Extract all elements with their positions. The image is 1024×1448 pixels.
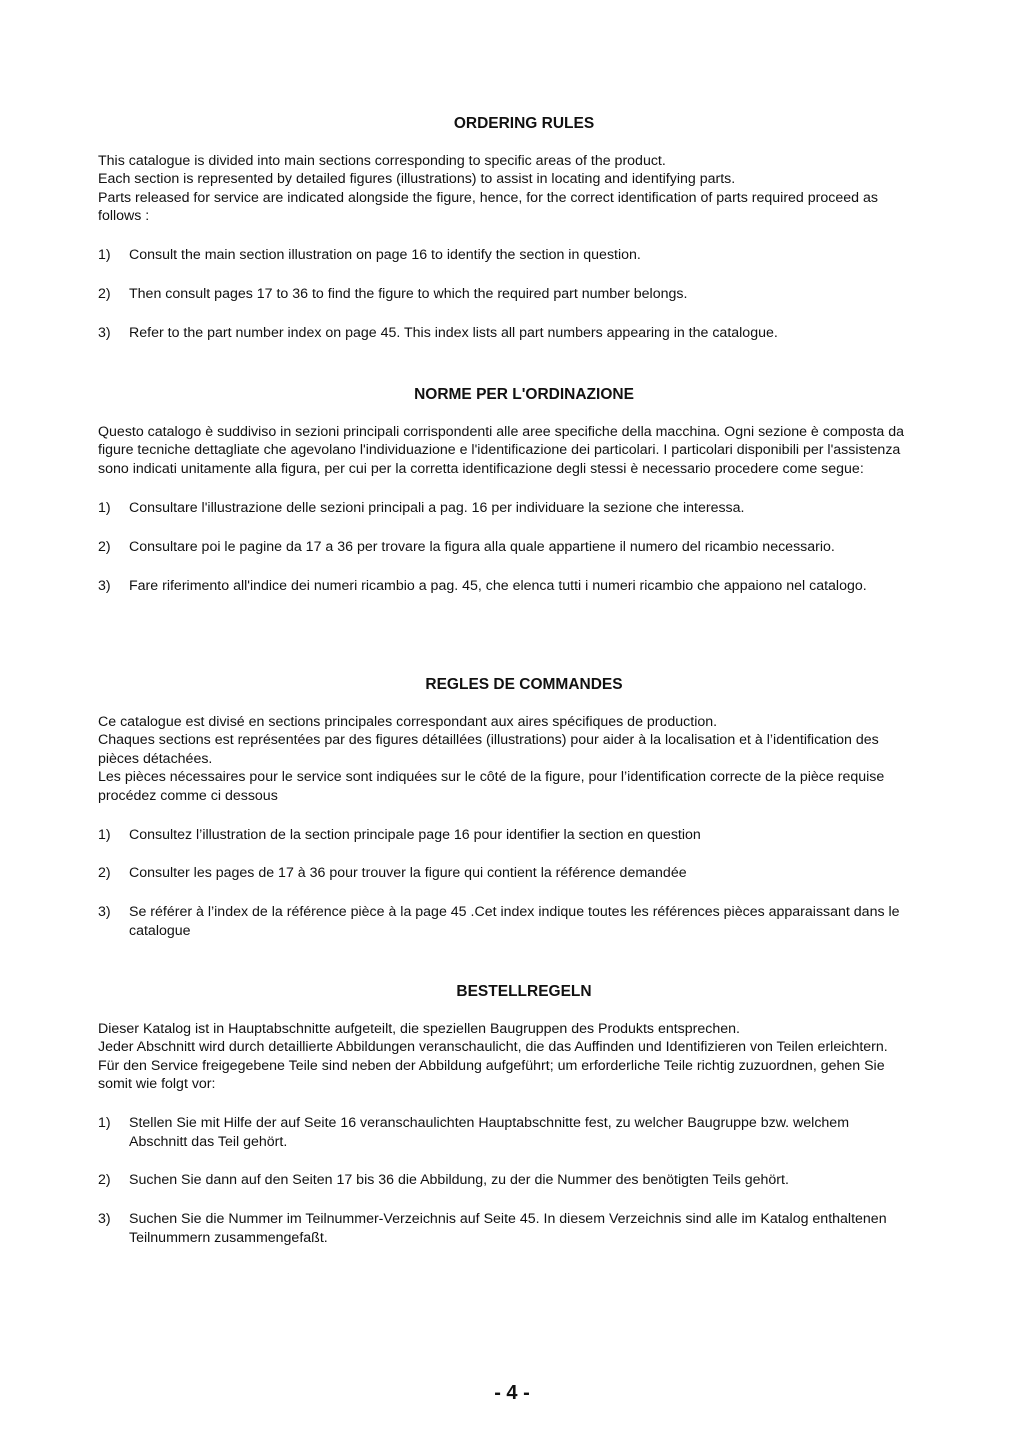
step-text: Suchen Sie die Nummer im Teilnummer-Verzeichnis auf Seite 45. In diesem Verzeichnis sind alle im Katalog enthaltenen Teilnummern zusammengefaßt. — [129, 1211, 887, 1246]
step-item — [98, 285, 910, 303]
step-number: 2) — [98, 1172, 111, 1189]
step-list — [98, 826, 910, 941]
section-heading: REGLES DE COMMANDES — [425, 676, 623, 693]
step-text: Suchen Sie dann auf den Seiten 17 bis 36 die Abbildung, zu der die Nummer des benötigten Teils gehört. — [129, 1172, 789, 1189]
step-text: Fare riferimento all'indice dei numeri ricambio a pag. 45, che elenca tutti i numeri ricambio che appaiono nel catalogo. — [129, 577, 867, 594]
step-item — [98, 246, 910, 264]
step-number: 1) — [98, 499, 111, 516]
step-number: 3) — [98, 1211, 111, 1228]
step-number: 1) — [98, 247, 111, 264]
step-text: Consulter les pages de 17 à 36 pour trouver la figure qui contient la référence demandée — [129, 865, 687, 882]
section-intro — [98, 713, 910, 805]
intro-paragraph: Parts released for service are indicated alongside the figure, hence, for the correct identification of parts required proceed as follows : — [98, 189, 878, 225]
step-item — [98, 864, 910, 882]
intro-paragraph: Für den Service freigegebene Teile sind neben der Abbildung aufgeführt; um erforderliche Teile richtig zuzuordnen, gehen Sie somit wie folgt vor: — [98, 1057, 885, 1093]
step-text: Refer to the part number index on page 45. This index lists all part numbers appearing in the catalogue. — [129, 324, 778, 341]
section-ordering-rules — [98, 114, 910, 342]
step-number: 3) — [98, 577, 111, 594]
step-number: 3) — [98, 904, 111, 921]
intro-paragraph: Les pièces nécessaires pour le service sont indiquées sur le côté de la figure, pour l’identification correcte de la pièce requise procédez comme ci dessous — [98, 769, 885, 804]
section-norme-ordinazione — [98, 385, 910, 595]
step-item — [98, 324, 910, 342]
intro-paragraph: Dieser Katalog ist in Hauptabschnitte aufgeteilt, die speziellen Baugruppen des Produkts entsprechen. — [98, 1021, 740, 1037]
step-text: Then consult pages 17 to 36 to find the figure to which the required part number belongs. — [129, 286, 688, 303]
step-number: 2) — [98, 538, 111, 555]
intro-paragraph: Questo catalogo è suddiviso in sezioni principali corrispondenti alle aree specifiche della macchina. Ogni sezione è composta da figure tecniche dettagliate che agevolano l'individuazione e l'identificazione dei particolari. I particolari disponibili per l'assistenza sono indicati unitamente alla figura, per cui per la corretta identificazione degli stessi è necessario procedere come segue: — [98, 424, 904, 477]
step-text: Consultez l’illustration de la section principale page 16 pour identifier la section en question — [129, 826, 701, 843]
step-item — [98, 1210, 910, 1247]
page-number: - 4 - — [494, 1382, 530, 1404]
section-bestellregeln — [98, 982, 910, 1247]
intro-paragraph: Chaques sections est représentées par des figures détaillées (illustrations) pour aider à la localisation et à l’identification des pièces détachées. — [98, 732, 879, 767]
step-list — [98, 1114, 910, 1247]
step-item — [98, 903, 910, 940]
section-heading: NORME PER L'ORDINAZIONE — [414, 386, 634, 403]
step-number: 1) — [98, 1115, 111, 1132]
step-number: 1) — [98, 826, 111, 843]
section-heading: BESTELLREGELN — [456, 983, 592, 1000]
document-page — [98, 0, 910, 1448]
intro-paragraph: Each section is represented by detailed figures (illustrations) to assist in locating and identifying parts. — [98, 171, 736, 188]
step-number: 3) — [98, 324, 111, 341]
step-text: Consultare poi le pagine da 17 a 36 per trovare la figura alla quale appartiene il numero del ricambio necessario. — [129, 538, 835, 555]
step-text: Stellen Sie mit Hilfe der auf Seite 16 veranschaulichten Hauptabschnitte fest, zu welcher Baugruppe bzw. welchem Abschnitt das Teil gehört. — [129, 1115, 850, 1150]
section-regles-commandes — [98, 675, 910, 940]
section-intro — [98, 1020, 910, 1094]
intro-paragraph: Ce catalogue est divisé en sections principales correspondant aux aires spécifiques de production. — [98, 714, 718, 730]
step-item — [98, 826, 910, 844]
step-item — [98, 1114, 910, 1151]
section-intro — [98, 423, 910, 478]
section-intro — [98, 152, 910, 226]
step-item — [98, 577, 910, 595]
step-text: Se référer à l’index de la référence pièce à la page 45 .Cet index indique toutes les références pièces apparaissant dans le catalogue — [129, 904, 900, 939]
step-item — [98, 1171, 910, 1189]
step-item — [98, 499, 910, 517]
step-item — [98, 538, 910, 556]
step-text: Consult the main section illustration on page 16 to identify the section in question. — [129, 247, 641, 264]
intro-paragraph: Jeder Abschnitt wird durch detaillierte Abbildungen veranschaulicht, die das Auffinden und Identifizieren von Teilen erleichtern. — [98, 1039, 888, 1056]
section-heading: ORDERING RULES — [453, 115, 595, 132]
step-number: 2) — [98, 865, 111, 882]
intro-paragraph: This catalogue is divided into main sections corresponding to specific areas of the product. — [98, 153, 666, 169]
step-number: 2) — [98, 286, 111, 303]
step-list — [98, 499, 910, 595]
step-text: Consultare l'illustrazione delle sezioni principali a pag. 16 per individuare la sezione che interessa. — [129, 499, 745, 516]
step-list — [98, 246, 910, 342]
